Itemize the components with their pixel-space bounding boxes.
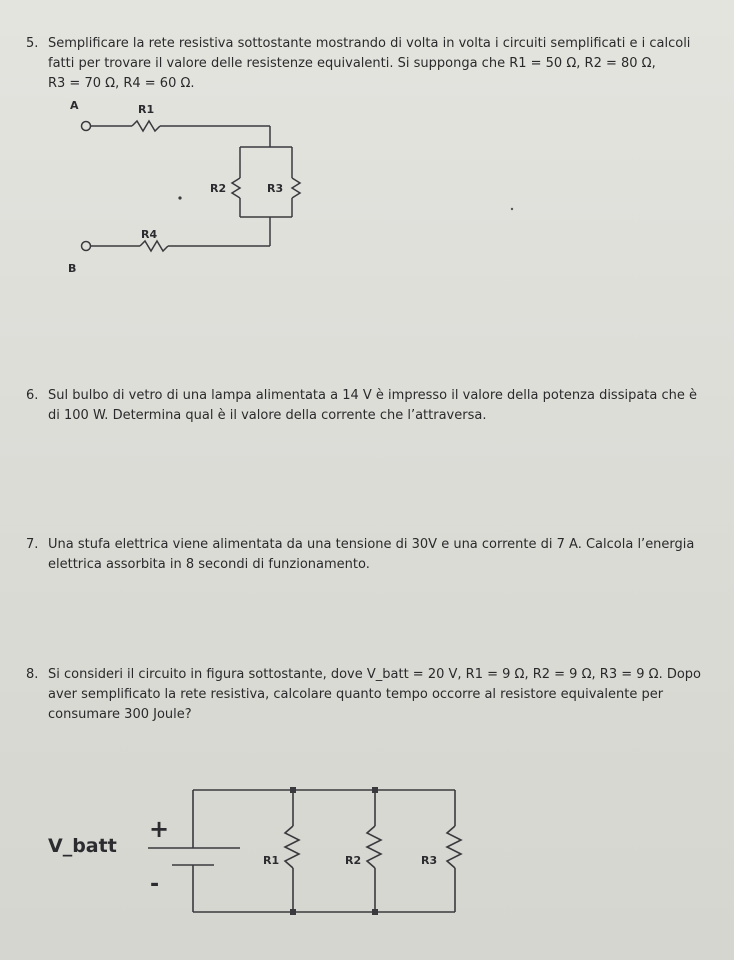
label-node-a: A <box>70 99 79 112</box>
question-text-line: fatti per trovare il valore delle resistenze equivalenti. Si supponga che R1 = 50 Ω, R2 = 80 Ω, <box>48 56 656 71</box>
question-number: 8. <box>26 667 39 682</box>
resistor-r3-symbol <box>292 178 300 198</box>
label-r3: R3 <box>267 182 284 195</box>
resistor-r1-symbol <box>285 826 299 868</box>
label-r3: R3 <box>421 854 438 867</box>
terminal-b <box>82 242 91 251</box>
question-text-line: Una stufa elettrica viene alimentata da una tensione di 30V e una corrente di 7 A. Calcola l’energia <box>48 537 695 552</box>
question-text-line: R3 = 70 Ω, R4 = 60 Ω. <box>48 76 195 91</box>
question-number: 5. <box>26 36 39 51</box>
label-plus: + <box>149 815 170 843</box>
label-r2: R2 <box>345 854 362 867</box>
label-node-b: B <box>68 262 77 275</box>
junction-dot <box>372 787 378 793</box>
question-6 <box>26 386 716 426</box>
junction-dot <box>290 787 296 793</box>
question-text-line: Si consideri il circuito in figura sottostante, dove V_batt = 20 V, R1 = 9 Ω, R2 = 9 Ω, R3 = 9 Ω. Dopo <box>48 667 702 682</box>
question-7 <box>26 535 716 575</box>
circuit-diagram-q8 <box>0 760 734 960</box>
question-text-line: di 100 W. Determina qual è il valore della corrente che l’attraversa. <box>48 408 487 423</box>
question-text-line: Sul bulbo di vetro di una lampa alimentata a 14 V è impresso il valore della potenza dissipata che è <box>48 388 698 403</box>
resistor-r1-symbol <box>132 121 160 131</box>
ink-dot <box>511 208 513 210</box>
label-r1: R1 <box>263 854 280 867</box>
label-r1: R1 <box>138 103 155 116</box>
question-text-line: elettrica assorbita in 8 secondi di funzionamento. <box>48 557 370 572</box>
junction-dot <box>372 909 378 915</box>
circuit-diagram-q5 <box>0 0 734 300</box>
resistor-r2-symbol <box>232 178 240 198</box>
label-r4: R4 <box>141 228 158 241</box>
question-text-line: Semplificare la rete resistiva sottostante mostrando di volta in volta i circuiti semplificati e i calcoli <box>48 36 691 51</box>
label-v-batt: V_batt <box>48 835 117 857</box>
question-text-line: aver semplificato la rete resistiva, calcolare quanto tempo occorre al resistore equivalente per <box>48 687 664 702</box>
terminal-a <box>82 122 91 131</box>
ink-dot <box>178 196 181 199</box>
question-number: 7. <box>26 537 39 552</box>
label-minus: - <box>150 872 160 897</box>
junction-dot <box>290 909 296 915</box>
question-number: 6. <box>26 388 39 403</box>
question-text-line: consumare 300 Joule? <box>48 707 192 722</box>
resistor-r4-symbol <box>140 241 168 251</box>
label-r2: R2 <box>210 182 227 195</box>
resistor-r2-symbol <box>367 826 381 868</box>
resistor-r3-symbol <box>447 826 461 868</box>
question-8 <box>26 665 716 725</box>
